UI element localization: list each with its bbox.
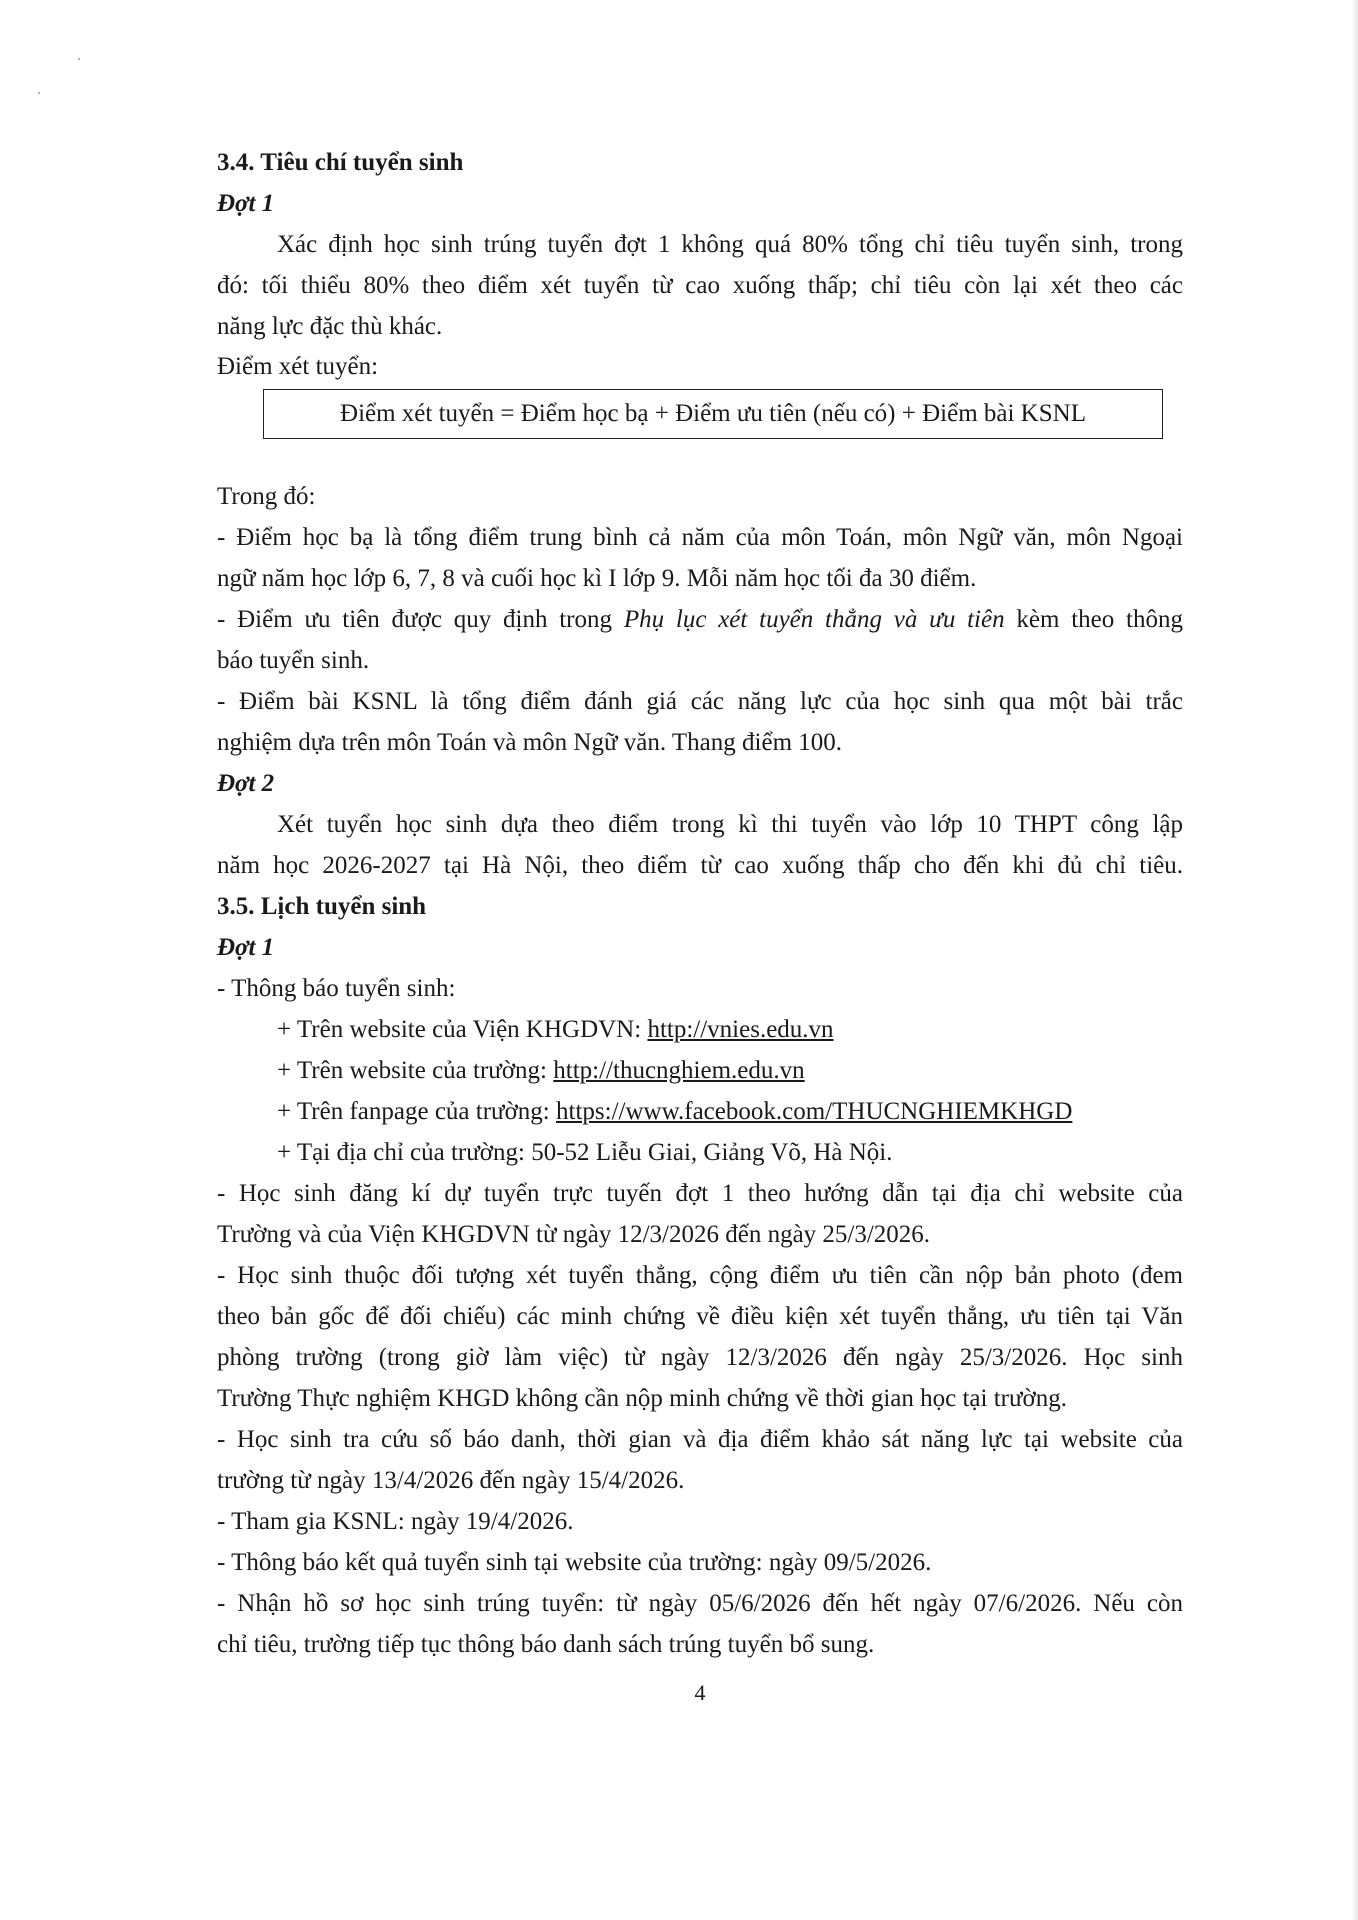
facebook-link[interactable]: https://www.facebook.com/THUCNGHIEMKHGD — [556, 1098, 1073, 1125]
paragraph-line: nghiệm dựa trên môn Toán và môn Ngữ văn. Thang điểm 100. — [217, 729, 843, 756]
paragraph-line: - Điểm học bạ là tổng điểm trung bình cả năm của môn Toán, môn Ngữ văn, môn Ngoại — [217, 524, 1183, 551]
paragraph-line: theo bản gốc để đối chiếu) các minh chứng về điều kiện xét tuyển thẳng, ưu tiên tại Văn — [217, 1303, 1183, 1330]
batch-2-label: Đợt 2 — [217, 770, 275, 797]
announce-item-text: + Trên fanpage của trường: — [277, 1098, 557, 1125]
paragraph-line: Trường Thực nghiệm KHGD không cần nộp minh chứng về thời gian học tại trường. — [217, 1385, 1068, 1412]
section-heading-3-5: 3.5. Lịch tuyển sinh — [217, 893, 427, 920]
school-website-link[interactable]: http://thucnghiem.edu.vn — [553, 1057, 805, 1084]
score-formula: Điểm xét tuyển = Điểm học bạ + Điểm ưu tiên (nếu có) + Điểm bài KSNL — [340, 400, 1086, 427]
paragraph-line: - Nhận hồ sơ học sinh trúng tuyển: từ ngày 05/6/2026 đến hết ngày 07/6/2026. Nếu còn — [217, 1590, 1183, 1617]
batch-1-label: Đợt 1 — [217, 190, 275, 217]
priority-text: kèm theo thông — [1004, 606, 1183, 633]
paragraph-line: báo tuyển sinh. — [217, 647, 370, 674]
paragraph-line: Xác định học sinh trúng tuyển đợt 1 không quá 80% tổng chỉ tiêu tuyển sinh, trong — [277, 231, 1183, 258]
priority-text: - Điểm ưu tiên được quy định trong — [217, 606, 624, 633]
paragraph-line: năng lực đặc thù khác. — [217, 313, 443, 340]
scan-speck — [78, 58, 80, 60]
paragraph-line: - Học sinh tra cứu số báo danh, thời gian và địa điểm khảo sát năng lực tại website của — [217, 1426, 1183, 1453]
page-number: 4 — [694, 1680, 706, 1705]
paragraph-line: Trường và của Viện KHGDVN từ ngày 12/3/2026 đến ngày 25/3/2026. — [217, 1221, 931, 1248]
paragraph-line: đó: tối thiểu 80% theo điểm xét tuyển từ cao xuống thấp; chỉ tiêu còn lại xét theo các — [217, 272, 1183, 299]
paragraph-line: - Học sinh đăng kí dự tuyển trực tuyến đợt 1 theo hướng dẫn tại địa chỉ website của — [217, 1180, 1183, 1207]
where-label: Trong đó: — [217, 483, 316, 510]
announce-label: - Thông báo tuyển sinh: — [217, 975, 456, 1002]
paragraph-line: năm học 2026-2027 tại Hà Nội, theo điểm từ cao xuống thấp cho đến khi đủ chỉ tiêu. — [217, 852, 1183, 879]
announce-item: + Tại địa chỉ của trường: 50-52 Liễu Giai, Giảng Võ, Hà Nội. — [277, 1139, 893, 1166]
paragraph-line: - Học sinh thuộc đối tượng xét tuyển thẳng, cộng điểm ưu tiên cần nộp bản photo (đem — [217, 1262, 1183, 1289]
announce-item-text: + Trên website của trường: — [277, 1057, 554, 1084]
vnies-link[interactable]: http://vnies.edu.vn — [647, 1016, 834, 1043]
paragraph-line — [217, 603, 1183, 639]
announce-item — [277, 1054, 805, 1090]
paragraph-line: Xét tuyển học sinh dựa theo điểm trong kì thi tuyển vào lớp 10 THPT công lập — [277, 811, 1183, 838]
scan-speck — [38, 92, 40, 94]
batch-1-label: Đợt 1 — [217, 934, 275, 961]
paragraph-line: - Điểm bài KSNL là tổng điểm đánh giá các năng lực của học sinh qua một bài trắc — [217, 688, 1183, 715]
paragraph-line: ngữ năm học lớp 6, 7, 8 và cuối học kì I lớp 9. Mỗi năm học tối đa 30 điểm. — [217, 565, 977, 592]
announce-item — [277, 1013, 834, 1049]
paragraph-line: - Tham gia KSNL: ngày 19/4/2026. — [217, 1508, 574, 1535]
score-label: Điểm xét tuyển: — [217, 353, 379, 380]
paragraph-line: trường từ ngày 13/4/2026 đến ngày 15/4/2026. — [217, 1467, 685, 1494]
paragraph-line: phòng trường (trong giờ làm việc) từ ngày 12/3/2026 đến ngày 25/3/2026. Học sinh — [217, 1344, 1183, 1371]
formula-box — [263, 389, 1163, 439]
appendix-title: Phụ lục xét tuyển thẳng và ưu tiên — [623, 606, 1005, 633]
paragraph-line: - Thông báo kết quả tuyển sinh tại website của trường: ngày 09/5/2026. — [217, 1549, 932, 1576]
announce-item-text: + Trên website của Viện KHGDVN: — [277, 1016, 648, 1043]
section-heading-3-4: 3.4. Tiêu chí tuyển sinh — [217, 149, 464, 176]
scan-edge-shadow — [1352, 0, 1358, 1920]
paragraph-line: chỉ tiêu, trường tiếp tục thông báo danh sách trúng tuyển bổ sung. — [217, 1631, 875, 1658]
announce-item — [277, 1095, 1072, 1131]
